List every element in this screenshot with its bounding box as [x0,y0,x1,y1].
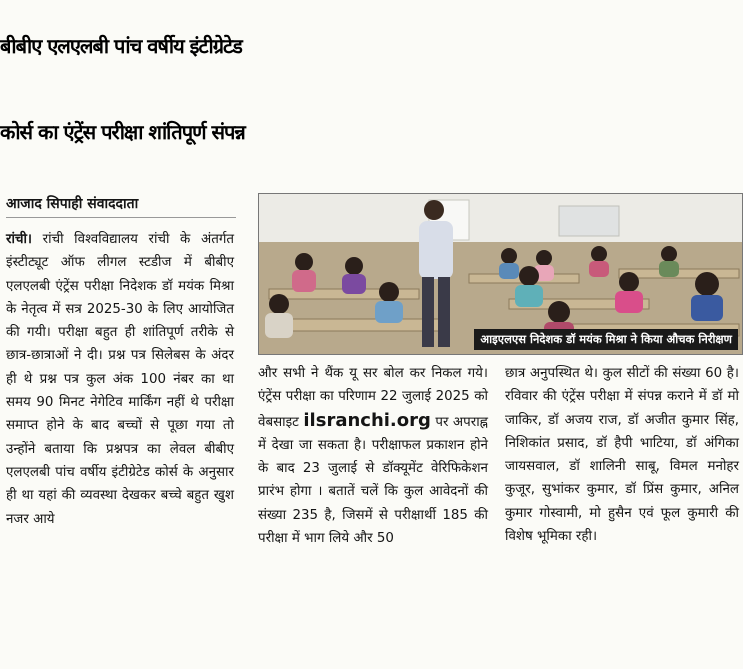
exam-hall-photo [258,193,743,355]
article-column-2 [258,362,488,550]
article-column-3 [505,362,739,548]
website-link: ilsranchi.org [303,409,431,431]
byline: आजाद सिपाही संवाददाता [6,194,236,218]
photo-caption: आइएलएस निदेशक डॉ मयंक मिश्रा ने किया औचक निरीक्षण [474,329,738,350]
column-2-text-end: पर अपराह्न में देखा जा सकता है। परीक्षाफल प्रकाशन होने के बाद 23 जुलाई से डॉक्यूमेंट वेरिफिकेशन प्रारंभ होगा । बतातें चलें कि कुल आवेदनों की संख्या 235 है, जिसमें से परीक्षार्थी 185 की परीक्षा में भाग लिये और 50 [258,414,488,547]
column-1-text: रांची विश्वविद्यालय रांची के अंतर्गत इंस्टीट्यूट ऑफ लीगल स्टडीज में बीबीए एलएलबी एंट्रेंस परीक्षा निदेशक डॉ मयंक मिश्रा के नेतृत्व में सत्र 2025-30 के लिए आयोजित की गयी। परीक्षा बहुत ही शांतिपूर्ण तरीके से छात्र-छात्राओं ने दी। प्रश्न पत्र सिलेबस के अंदर ही थे प्रश्न पत्र कुल अंक 100 नंबर का था समय 90 मिनट नेगेटिव मार्किंग नहीं थे परीक्षा समाप्त होने के बाद बच्चों से पूछा गया तो उन्होंने बताया कि प्रश्नपत्र का लेवल बीबीए एलएलबी पांच वर्षीय इंटीग्रेटेड कोर्स के अनुसार ही था यहां की व्यवस्था देखकर बच्चे बहुत खुश नजर आये [6,232,235,527]
headline-line-2: कोर्स का एंट्रेंस परीक्षा शांतिपूर्ण संपन्न [0,120,245,144]
column-2-text-start: और सभी ने थैंक यू सर बोल कर निकल गये। एंट्रेंस परीक्षा का परिणाम 22 जुलाई 2025 को वेबसाइट [258,366,488,430]
article-column-1 [6,228,234,531]
dateline: रांची। [6,232,32,247]
column-3-text: छात्र अनुपस्थित थे। कुल सीटों की संख्या 60 है। रविवार की एंट्रेंस परीक्षा में संपन्न कराने में डॉ मो जाकिर, डॉ अजय राज, डॉ अजीत कुमार सिंह, निशिकांत प्रसाद, डॉ हैपी भाटिया, डॉ अंगिका जायसवाल, डॉ शालिनी साबू, विमल मनोहर कुजूर, सुभांकर कुमार, डॉ प्रिंस कुमार, अनिल कुमार गोस्वामी, मो हुसैन एवं फूल कुमारी की विशेष भूमिका रही। [505,366,739,545]
headline-line-1: बीबीए एलएलबी पांच वर्षीय इंटीग्रेटेड [0,34,242,58]
headline [0,0,743,172]
